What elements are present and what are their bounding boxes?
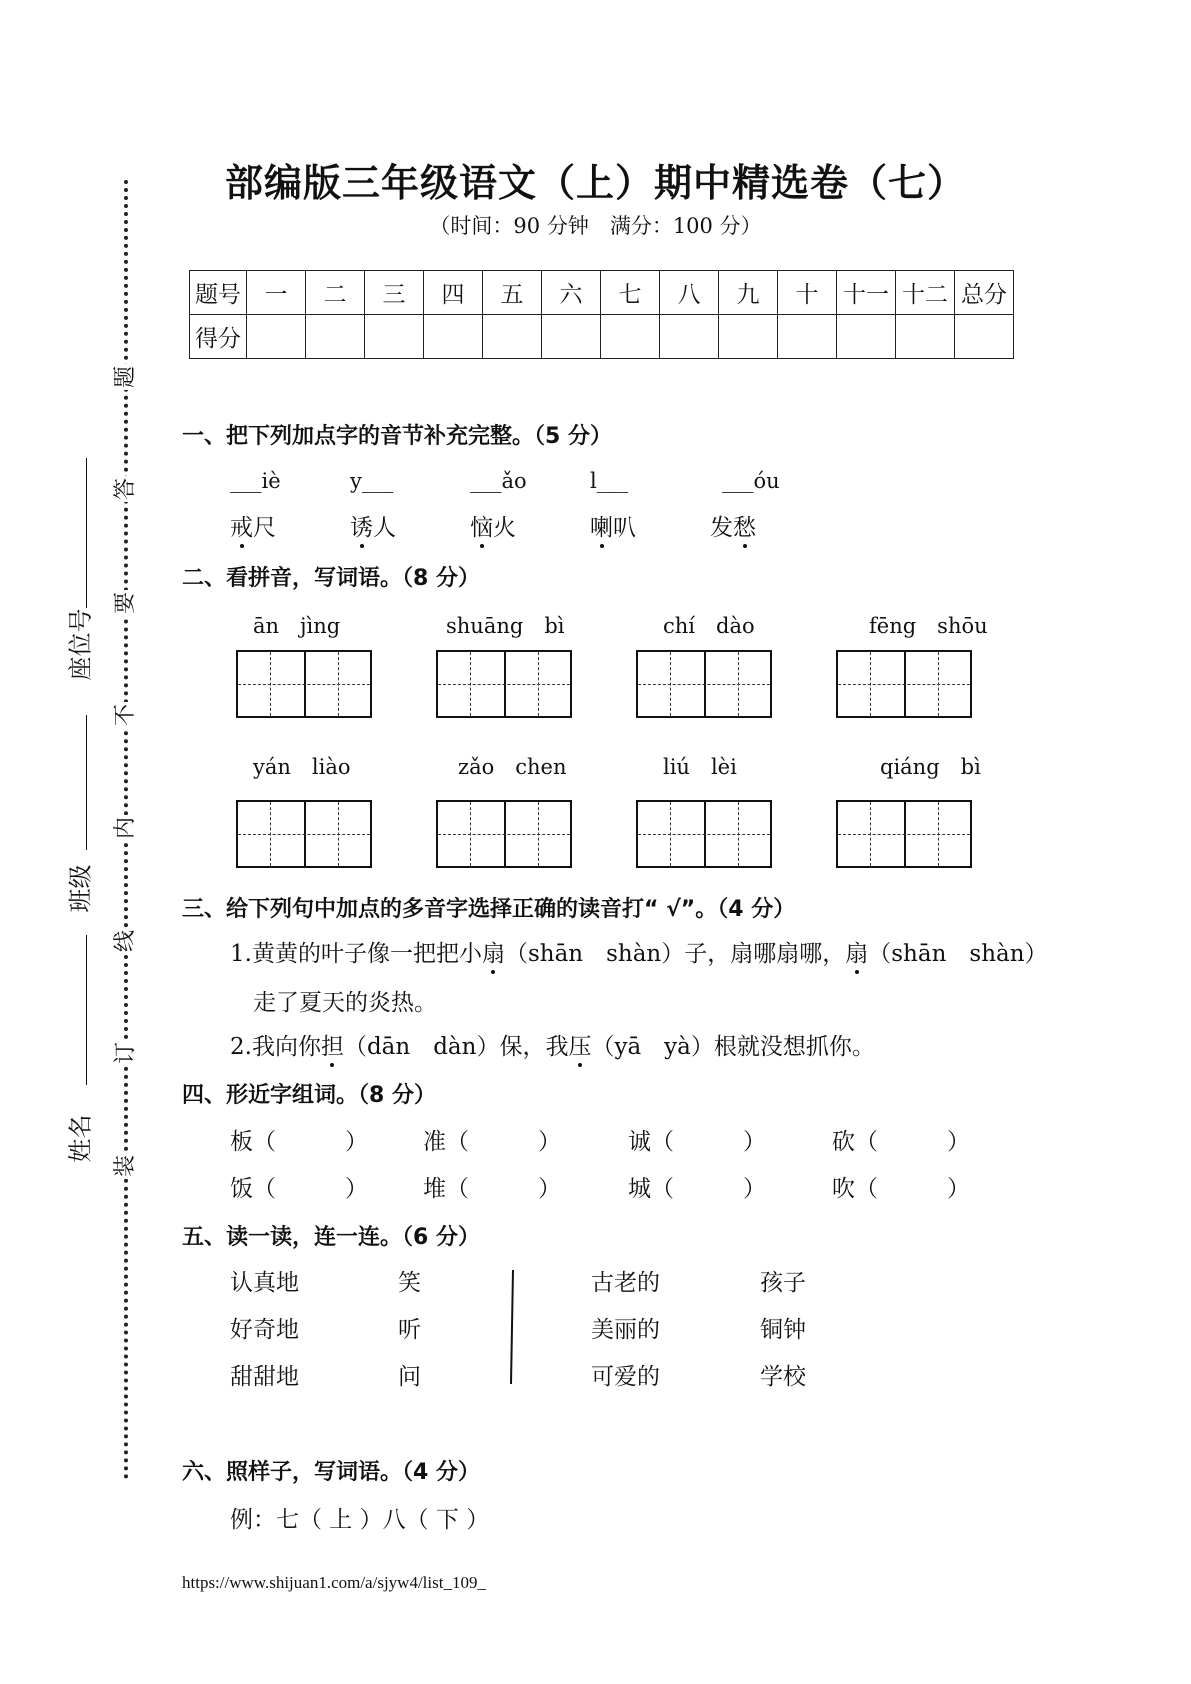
score-header-cell: 十二: [896, 271, 955, 315]
q4-item[interactable]: 城（ ）: [628, 1176, 766, 1202]
q3-heading: 三、给下列句中加点的多音字选择正确的读音打“ √”。（4 分）: [182, 897, 796, 922]
q2-pinyin: qiáng bì: [880, 755, 981, 779]
q5-right-match[interactable]: 学校: [760, 1364, 806, 1390]
writing-grid[interactable]: [836, 800, 972, 868]
seat-number-line: [86, 458, 87, 608]
q5-right-word[interactable]: 古老的: [591, 1270, 660, 1296]
q5-divider: [510, 1270, 514, 1384]
score-header-cell: 九: [719, 271, 778, 315]
q6-heading: 六、照样子，写词语。（4 分）: [182, 1460, 480, 1485]
q5-left-word[interactable]: 好奇地: [230, 1317, 299, 1343]
q3-sentence-1-cont: 走了夏天的炎热。: [253, 990, 437, 1016]
score-header-cell: 六: [542, 271, 601, 315]
page-title: 部编版三年级语文（上）期中精选卷（七）: [224, 161, 966, 205]
q4-item[interactable]: 堆（ ）: [423, 1176, 561, 1202]
q1-word: 发愁: [710, 509, 756, 542]
q5-left-match[interactable]: 听: [398, 1317, 421, 1343]
score-cell[interactable]: [247, 315, 306, 359]
q5-right-word[interactable]: 美丽的: [591, 1317, 660, 1343]
score-cell[interactable]: [837, 315, 896, 359]
q6-example: 例：七（ 上 ）八（ 下 ）: [230, 1507, 490, 1533]
q1-pinyin[interactable]: ___ǎo: [470, 469, 527, 493]
binding-char: 要: [113, 592, 138, 615]
q3-sentence-2: 2.我向你担（dān dàn）保，我压（yā yà）根就没想抓你。: [230, 1028, 875, 1061]
score-header-cell: 八: [660, 271, 719, 315]
q5-heading: 五、读一读，连一连。（6 分）: [182, 1225, 480, 1250]
score-header-cell: 十一: [837, 271, 896, 315]
score-cell[interactable]: [660, 315, 719, 359]
writing-grid[interactable]: [436, 800, 572, 868]
q1-pinyin[interactable]: l___: [590, 469, 629, 493]
score-header-cell: 三: [365, 271, 424, 315]
score-header-cell: 二: [306, 271, 365, 315]
binding-char: 答: [113, 478, 138, 501]
q1-word: 戒尺: [230, 509, 276, 542]
name-field[interactable]: [58, 935, 98, 1165]
score-table: [189, 270, 1014, 359]
score-header-cell: 四: [424, 271, 483, 315]
q2-pinyin: ān jìng: [253, 614, 341, 638]
q5-left-match[interactable]: 问: [398, 1364, 421, 1390]
q2-pinyin: shuāng bì: [446, 614, 565, 638]
binding-char: 不: [113, 704, 138, 727]
q4-item[interactable]: 吹（ ）: [832, 1176, 970, 1202]
writing-grid[interactable]: [436, 650, 572, 718]
q5-right-match[interactable]: 孩子: [760, 1270, 806, 1296]
score-cell[interactable]: [306, 315, 365, 359]
q1-word: 恼火: [470, 509, 516, 542]
q2-pinyin: yán liào: [253, 755, 351, 779]
seat-number-field[interactable]: [58, 458, 98, 688]
q4-heading: 四、形近字组词。（8 分）: [182, 1083, 436, 1108]
q5-left-word[interactable]: 甜甜地: [230, 1364, 299, 1390]
score-header-cell: 十: [778, 271, 837, 315]
q1-pinyin[interactable]: ___óu: [722, 469, 780, 493]
score-cell[interactable]: [896, 315, 955, 359]
score-cell[interactable]: [365, 315, 424, 359]
binding-char: 内: [113, 817, 138, 840]
class-label: 班级: [66, 864, 95, 913]
q4-item[interactable]: 诚（ ）: [628, 1129, 766, 1155]
page-subtitle: （时间：90 分钟 满分：100 分）: [429, 214, 762, 238]
q1-word: 喇叭: [590, 509, 636, 542]
score-cell[interactable]: [542, 315, 601, 359]
q2-pinyin: zǎo chen: [458, 755, 567, 779]
score-cell[interactable]: [719, 315, 778, 359]
q5-right-match[interactable]: 铜钟: [760, 1317, 806, 1343]
q5-right-word[interactable]: 可爱的: [591, 1364, 660, 1390]
binding-char: 题: [113, 366, 138, 389]
score-header-cell: 总分: [955, 271, 1014, 315]
q4-item[interactable]: 饭（ ）: [230, 1176, 368, 1202]
score-header-row: [190, 271, 1014, 315]
score-cell[interactable]: [778, 315, 837, 359]
q2-pinyin: fēng shōu: [869, 614, 988, 638]
score-cell[interactable]: [601, 315, 660, 359]
q2-pinyin: liú lèi: [663, 755, 737, 779]
q4-item[interactable]: 准（ ）: [423, 1129, 561, 1155]
score-header-cell: 题号: [190, 271, 247, 315]
class-field[interactable]: [58, 715, 98, 925]
name-line: [86, 935, 87, 1085]
score-cell[interactable]: [483, 315, 542, 359]
score-value-row: [190, 315, 1014, 359]
seat-number-label: 座位号: [66, 608, 95, 681]
score-header-cell: 一: [247, 271, 306, 315]
score-header-cell: 五: [483, 271, 542, 315]
q5-left-match[interactable]: 笑: [398, 1270, 421, 1296]
q4-item[interactable]: 板（ ）: [230, 1129, 368, 1155]
q5-left-word[interactable]: 认真地: [230, 1270, 299, 1296]
q1-pinyin[interactable]: ___iè: [230, 469, 281, 493]
binding-char: 订: [113, 1042, 138, 1065]
q2-heading: 二、看拼音，写词语。（8 分）: [182, 566, 480, 591]
q2-pinyin: chí dào: [663, 614, 755, 638]
class-line: [86, 715, 87, 850]
writing-grid[interactable]: [836, 650, 972, 718]
writing-grid[interactable]: [636, 650, 772, 718]
q1-pinyin[interactable]: y___: [350, 469, 394, 493]
q1-word: 诱人: [350, 509, 396, 542]
q1-heading: 一、把下列加点字的音节补充完整。（5 分）: [182, 424, 612, 449]
q3-sentence-1: 1.黄黄的叶子像一把把小扇（shān shàn）子，扇哪扇哪，扇（shān shàn）: [230, 935, 1048, 968]
score-row-label: 得分: [190, 315, 247, 359]
score-header-cell: 七: [601, 271, 660, 315]
writing-grid[interactable]: [636, 800, 772, 868]
name-label: 姓名: [66, 1114, 95, 1163]
q4-item[interactable]: 砍（ ）: [832, 1129, 970, 1155]
binding-char: 线: [113, 930, 138, 953]
writing-grid[interactable]: [236, 800, 372, 868]
footer-url[interactable]: https://www.shijuan1.com/a/sjyw4/list_109_: [182, 1573, 486, 1592]
writing-grid[interactable]: [236, 650, 372, 718]
score-cell[interactable]: [955, 315, 1014, 359]
score-cell[interactable]: [424, 315, 483, 359]
binding-char: 装: [113, 1155, 138, 1178]
